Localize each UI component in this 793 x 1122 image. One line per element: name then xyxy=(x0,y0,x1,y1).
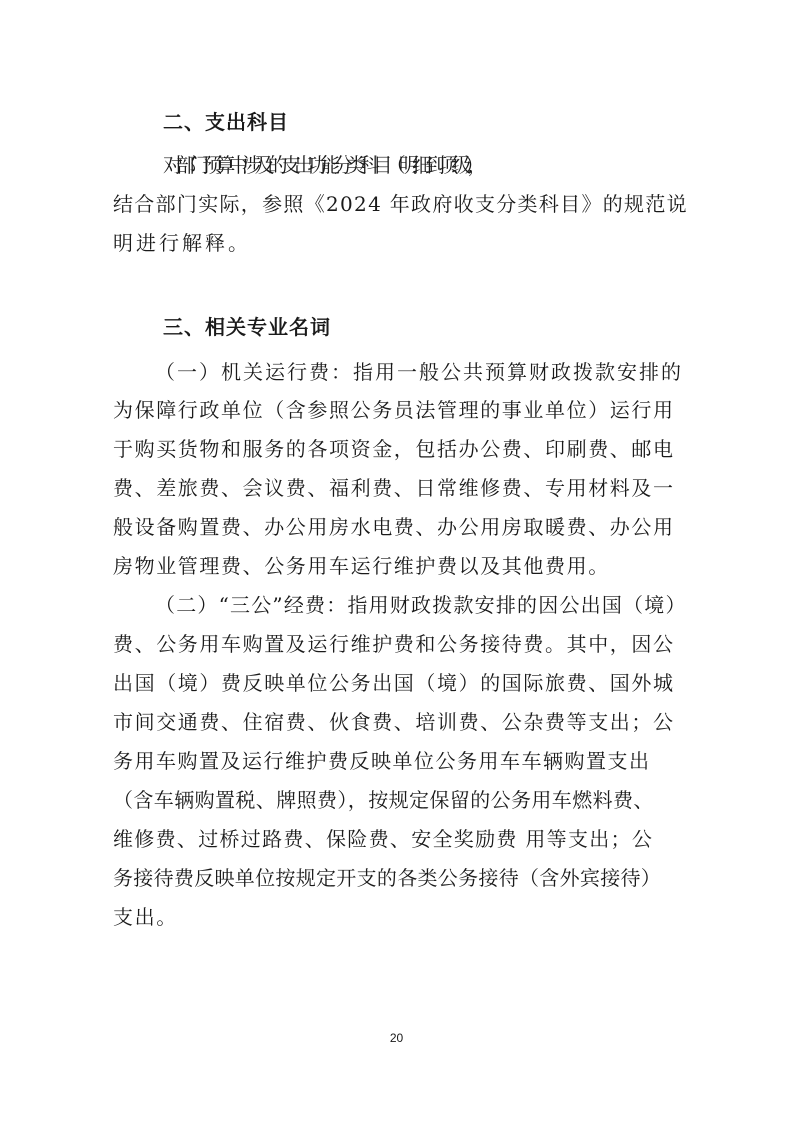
section-heading-terminology: 三、相关专业名词 xyxy=(163,315,331,339)
paragraph-line: 般设备购置费、办公用房水电费、办公用房取暖费、办公用 xyxy=(113,515,675,539)
paragraph-line: 结合部门实际，参照《2024 年政府收支分类科目》的规范说 xyxy=(113,192,688,216)
paragraph-line: 于购买货物和服务的各项资金，包括办公费、印刷费、邮电 xyxy=(113,437,675,461)
section-heading-expenditure-items: 二、支出科目 xyxy=(163,110,289,134)
paragraph-line: 务接待费反映单位按规定开支的各类公务接待（含外宾接待） xyxy=(113,866,662,890)
paragraph-line: （二）“三公”经费：指用财政拨款安排的因公出国（境） xyxy=(155,593,687,617)
paragraph-line: 维修费、过桥过路费、保险费、安全奖励费 用等支出；公 xyxy=(113,827,654,851)
paragraph-line: 房物业管理费、公务用车运行维护费以及其他费用。 xyxy=(113,554,610,578)
paragraph-line: （一）机关运行费：指用一般公共预算财政拨款安排的 xyxy=(155,360,683,384)
paragraph-line: （含车辆购置税、牌照费），按规定保留的公务用车燃料费、 xyxy=(113,788,654,812)
paragraph-line: 务用车购置及运行维护费反映单位公务用车车辆购置支出 xyxy=(113,749,651,773)
page-number: 20 xyxy=(389,1031,404,1045)
paragraph-line: 市间交通费、住宿费、伙食费、培训费、公杂费等支出；公 xyxy=(113,710,675,734)
paragraph-line: 费、公务用车购置及运行维护费和公务接待费。其中，因公 xyxy=(113,632,675,656)
paragraph-line: 明进行解释。 xyxy=(113,231,251,255)
paragraph-line: 对部门预算中涉及的支出功能分类科目（明细到项级）， xyxy=(163,153,481,177)
paragraph-line: 费、差旅费、会议费、福利费、日常维修费、专用材料及一 xyxy=(113,476,675,500)
paragraph-line: 为保障行政单位（含参照公务员法管理的事业单位）运行用 xyxy=(113,398,675,422)
paragraph-line: 支出。 xyxy=(113,905,178,929)
paragraph-line: 出国（境）费反映单位公务出国（境）的国际旅费、国外城 xyxy=(113,671,675,695)
